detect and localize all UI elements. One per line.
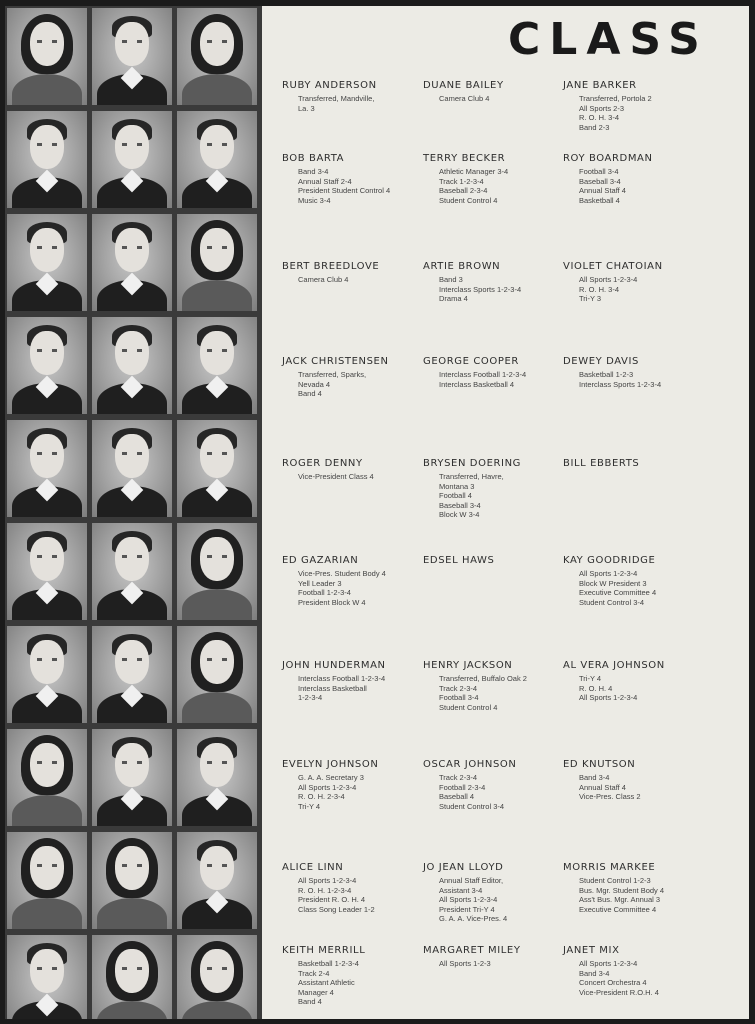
student-portrait [92,214,172,311]
activity-line: Annual Staff 4 [579,186,626,196]
activity-line: Assistant Athletic Manager 4 [298,978,355,997]
activity-line: President R. O. H. 4 [298,895,366,905]
student-name: BILL EBBERTS [563,458,640,469]
student-name: OSCAR JOHNSON [423,759,517,770]
activity-line: Baseball 3-4 [439,500,481,510]
student-name: DUANE BAILEY [423,80,504,91]
student-name: ED KNUTSON [563,759,636,770]
student-portrait [7,214,87,311]
activity-line: Student Control 3-4 [579,597,645,607]
activity-line: Bus. Mgr. Student Body 4 [579,885,665,895]
activity-line: Annual Staff 4 [579,782,626,792]
student-entry [282,152,422,205]
student-name: MORRIS MARKEE [563,862,656,873]
activity-line: Basketball 1-2-3 [579,370,634,379]
activity-line: Annual Staff Editor, Assistant 3-4 [439,876,504,895]
student-entry [563,152,703,205]
student-name: RUBY ANDERSON [282,80,377,91]
activity-line: Football 3-4 [439,693,479,703]
activity-line: Vice-President Class 4 [298,472,374,481]
activity-line: R. O. H. 1-2-3-4 [298,885,352,895]
activity-line: Class Song Leader 1-2 [298,904,375,914]
student-portrait [177,626,257,723]
activity-line: Track 2-3-4 [439,683,478,693]
activity-line: Band 4 [298,997,322,1007]
student-activities [563,959,703,997]
student-portrait [7,626,87,723]
student-activities [563,167,703,205]
student-name: VIOLET CHATOIAN [563,261,663,272]
student-portrait [177,214,257,311]
student-activities [423,370,563,389]
student-activities [282,94,422,113]
student-entry [423,944,563,969]
student-portrait [92,935,172,1019]
student-activities [282,472,422,482]
student-name: EDSEL HAWS [423,555,495,566]
activity-line: All Sports 1-2-3-4 [298,782,357,792]
student-activities [563,94,703,132]
student-activities [563,370,703,389]
activity-line: Band 3-4 [579,773,610,782]
student-portrait [177,935,257,1019]
student-portrait [177,729,257,826]
activity-line: All Sports 1-2-3-4 [579,959,638,968]
activity-line: Football 3-4 [579,167,619,176]
student-portrait [7,317,87,414]
activity-line: Band 4 [298,389,322,399]
student-entry [563,758,703,802]
student-entry [423,659,563,712]
activity-line: Transferred, Buffalo Oak 2 [439,674,527,683]
student-entry [423,554,563,569]
student-name: JACK CHRISTENSEN [282,356,389,367]
activity-line: Interclass Sports 1-2-3-4 [579,379,662,389]
activity-line: All Sports 2-3 [579,103,625,113]
student-name: ROY BOARDMAN [563,153,653,164]
activity-line: Interclass Basketball 1-2-3-4 [298,683,367,703]
student-name: EVELYN JOHNSON [282,759,379,770]
student-activities [563,773,703,802]
student-entry [563,554,703,607]
student-portrait [92,729,172,826]
activity-line: Yell Leader 3 [298,578,342,588]
activity-line: Band 2-3 [579,122,610,132]
student-activities [282,275,422,285]
student-activities [282,674,422,703]
student-entry [423,260,563,304]
student-entry [282,758,422,811]
activity-line: Interclass Sports 1-2-3-4 [439,284,522,294]
student-activities [563,569,703,607]
activity-line: Tri-Y 3 [579,294,602,304]
student-portrait [92,111,172,208]
activity-line: Block W President 3 [579,578,647,588]
student-name: KEITH MERRILL [282,945,366,956]
activity-line: Athletic Manager 3-4 [439,167,509,176]
activity-line: Basketball 1-2-3-4 [298,959,359,968]
student-activities [282,167,422,205]
student-name: HENRY JACKSON [423,660,513,671]
student-entry [423,758,563,811]
student-name: ED GAZARIAN [282,555,359,566]
student-portrait [92,626,172,723]
activity-line: Interclass Basketball 4 [439,379,515,389]
student-entry [423,152,563,205]
student-name: ROGER DENNY [282,458,363,469]
student-entry [282,260,422,285]
student-name: MARGARET MILEY [423,945,521,956]
activity-line: Student Control 1-2-3 [579,876,651,885]
student-activities [423,94,563,104]
activity-line: All Sports 1-2-3-4 [439,895,498,905]
activity-line: All Sports 1-2-3-4 [579,275,638,284]
student-portrait [7,832,87,929]
activity-line: G. A. A. Vice-Pres. 4 [439,914,508,924]
student-activities [423,472,563,520]
student-name: JOHN HUNDERMAN [282,660,386,671]
activity-line: Concert Orchestra 4 [579,978,647,988]
student-entry [563,355,703,389]
activity-line: Transferred, Portola 2 [579,94,652,103]
activity-line: Track 2-3-4 [439,773,478,782]
student-name: BERT BREEDLOVE [282,261,380,272]
student-activities [563,674,703,703]
activity-line: Vice-President R.O.H. 4 [579,987,659,997]
student-portrait [92,420,172,517]
student-portrait [177,111,257,208]
activity-line: Transferred, Mandville, La. 3 [298,94,375,113]
activity-line: All Sports 1-2-3-4 [579,693,638,703]
activity-line: Student Control 3-4 [439,801,505,811]
activity-line: President Student Control 4 [298,186,391,196]
activity-line: Annual Staff 2-4 [298,176,352,186]
student-portrait [7,523,87,620]
student-entry [282,79,422,113]
student-activities [282,370,422,399]
activity-line: Student Control 4 [439,702,498,712]
activity-line: Vice-Pres. Student Body 4 [298,569,386,578]
student-entry [282,355,422,399]
student-portrait [7,8,87,105]
student-activities [423,275,563,304]
student-entry [423,457,563,520]
student-entry [563,861,703,914]
student-entry [282,554,422,607]
student-name: GEORGE COOPER [423,356,519,367]
student-entry [282,659,422,703]
student-name: JO JEAN LLOYD [423,862,504,873]
student-portrait [92,317,172,414]
student-portrait [177,8,257,105]
activity-line: Football 2-3-4 [439,782,486,792]
student-name: ARTIE BROWN [423,261,501,272]
activity-line: Vice-Pres. Class 2 [579,792,641,802]
activity-line: Basketball 4 [579,195,620,205]
student-activities [423,773,563,811]
activity-line: Ass't Bus. Mgr. Annual 3 [579,895,661,905]
activity-line: Football 4 [439,491,472,501]
student-activities [282,959,422,1007]
student-name: AL VERA JOHNSON [563,660,665,671]
activity-line: Baseball 4 [439,792,475,802]
student-portrait [7,420,87,517]
student-activities [423,674,563,712]
student-portrait [92,523,172,620]
student-name: DEWEY DAVIS [563,356,639,367]
activity-line: Football 1-2-3-4 [298,588,351,598]
student-activities [423,959,563,969]
student-activities [282,569,422,607]
student-activities [563,876,703,914]
activity-line: Drama 4 [439,294,468,304]
student-entry [282,457,422,482]
activity-line: Band 3 [439,275,463,284]
yearbook-page [5,6,749,1019]
student-name: BRYSEN DOERING [423,458,522,469]
activity-line: Transferred, Havre, Montana 3 [439,472,504,491]
student-activities [282,876,422,914]
activity-line: Band 3-4 [579,968,610,978]
activity-line: Baseball 3-4 [579,176,621,186]
student-portrait [177,420,257,517]
page-title: CLASS [508,14,709,65]
student-activities [563,275,703,304]
student-name: JANET MIX [563,945,620,956]
activity-line: Tri-Y 4 [298,801,321,811]
student-entry [423,861,563,924]
student-portrait [177,317,257,414]
student-entry [423,79,563,104]
activity-line: Executive Committee 4 [579,904,657,914]
activity-line: Tri-Y 4 [579,674,602,683]
activity-line: President Tri-Y 4 [439,904,495,914]
student-entry [423,355,563,389]
student-name: BOB BARTA [282,153,345,164]
activity-line: Student Control 4 [439,195,498,205]
activity-line: Band 3-4 [298,167,329,176]
activity-line: R. O. H. 4 [579,683,613,693]
activity-line: Block W 3-4 [439,510,480,520]
activity-line: Camera Club 4 [439,94,490,103]
activity-line: R. O. H. 3-4 [579,284,620,294]
activity-line: All Sports 1-2-3-4 [579,569,638,578]
activity-line: Camera Club 4 [298,275,349,284]
activity-line: Interclass Football 1-2-3-4 [439,370,527,379]
student-entry [563,457,703,472]
student-entry [282,944,422,1007]
student-portrait [177,832,257,929]
student-portrait [7,111,87,208]
activity-line: Music 3-4 [298,195,331,205]
student-entry [563,944,703,997]
activity-line: Transferred, Sparks, Nevada 4 [298,370,367,389]
student-name: JANE BARKER [563,80,637,91]
student-entry [563,260,703,304]
student-entry [563,79,703,132]
student-portrait [177,523,257,620]
activity-line: Interclass Football 1-2-3-4 [298,674,386,683]
student-activities [423,876,563,924]
student-name: KAY GOODRIDGE [563,555,656,566]
student-portrait [7,935,87,1019]
activity-line: Track 2-4 [298,968,330,978]
portrait-grid [5,6,262,1019]
activity-line: Track 1-2-3-4 [439,176,484,186]
student-name: ALICE LINN [282,862,344,873]
activity-line: R. O. H. 3-4 [579,113,620,123]
student-name: TERRY BECKER [423,153,506,164]
student-activities [282,773,422,811]
student-entry [282,861,422,914]
activity-line: G. A. A. Secretary 3 [298,773,364,782]
activity-line: R. O. H. 2-3-4 [298,792,345,802]
activity-line: President Block W 4 [298,597,366,607]
student-portrait [7,729,87,826]
student-portrait [92,8,172,105]
activity-line: All Sports 1-2-3-4 [298,876,357,885]
student-activities [423,167,563,205]
student-portrait [92,832,172,929]
student-entry [563,659,703,703]
activity-line: Executive Committee 4 [579,588,657,598]
activity-line: All Sports 1-2-3 [439,959,491,968]
activity-line: Baseball 2-3-4 [439,186,488,196]
